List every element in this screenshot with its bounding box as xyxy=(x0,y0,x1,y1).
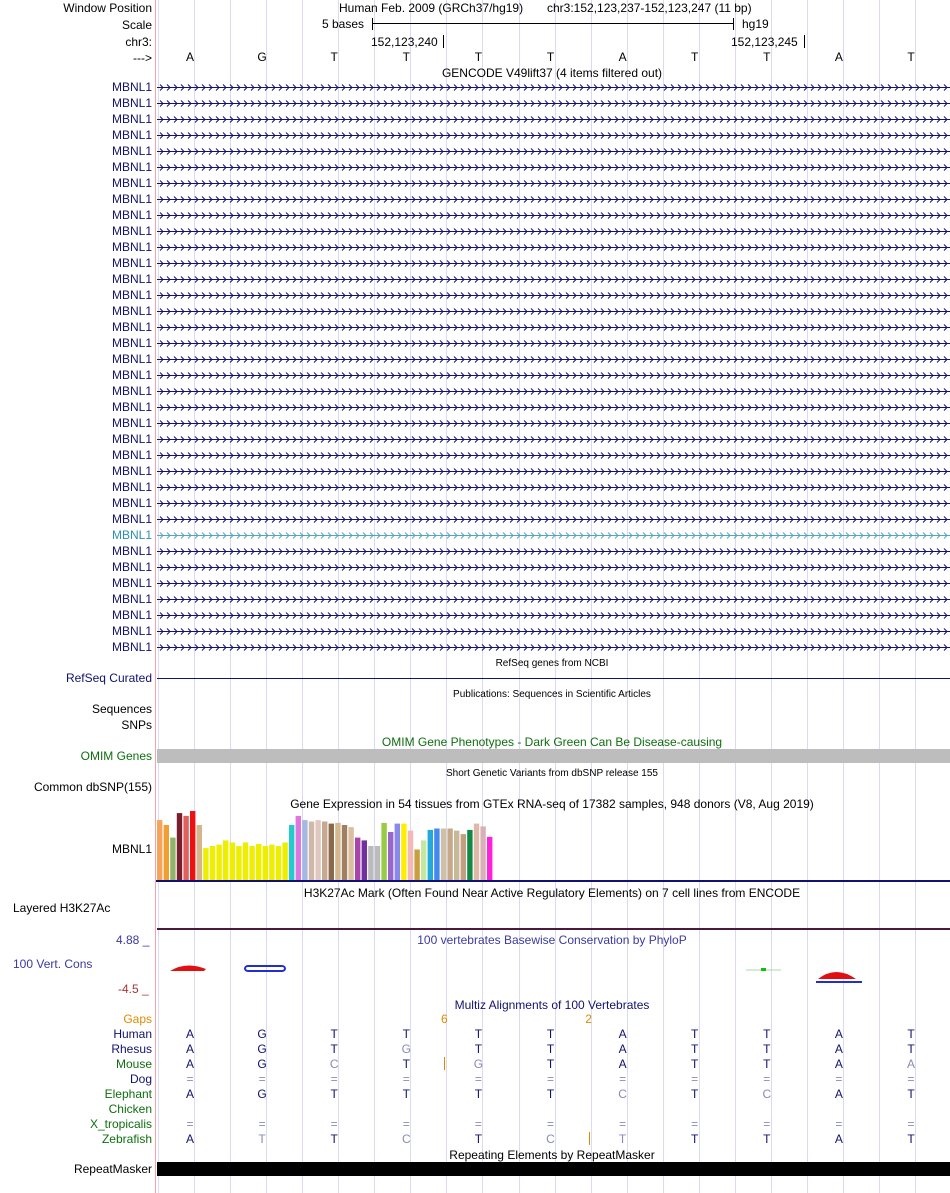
gtex-tissue-bar[interactable] xyxy=(434,829,439,882)
ruler-base: T xyxy=(402,50,410,64)
gencode-gene-label[interactable]: MBNL1 xyxy=(111,368,152,382)
gtex-tissue-bar[interactable] xyxy=(329,824,334,881)
multiz-base: T xyxy=(907,1132,915,1146)
gtex-tissue-bar[interactable] xyxy=(183,816,188,881)
gencode-transcript[interactable] xyxy=(157,643,950,652)
cons-peak-4 xyxy=(818,972,856,979)
gencode-transcript[interactable] xyxy=(157,595,950,604)
gencode-transcript[interactable] xyxy=(157,211,950,220)
db-label: hg19 xyxy=(742,17,769,31)
refseq-track-title[interactable]: RefSeq genes from NCBI xyxy=(495,658,609,669)
multiz-track-title[interactable]: Multiz Alignments of 100 Vertebrates xyxy=(454,998,650,1012)
multiz-base: G xyxy=(257,1087,267,1101)
multiz-species-label[interactable]: Zebrafish xyxy=(101,1132,152,1146)
h3k27-signal-baseline xyxy=(157,928,950,930)
multiz-base: = xyxy=(763,1117,771,1131)
multiz-base: A xyxy=(834,1132,843,1146)
gencode-transcript[interactable] xyxy=(157,99,950,108)
gencode-gene-label[interactable]: MBNL1 xyxy=(111,224,152,238)
ruler-base: T xyxy=(546,50,555,64)
gencode-gene-label[interactable]: MBNL1 xyxy=(111,400,152,414)
multiz-base: = xyxy=(402,1117,410,1131)
gencode-transcript[interactable] xyxy=(157,275,950,284)
multiz-species-label[interactable]: Elephant xyxy=(104,1087,152,1101)
multiz-base: A xyxy=(185,1087,195,1101)
multiz-species-label[interactable]: X_tropicalis xyxy=(89,1117,152,1131)
gtex-tissue-bar[interactable] xyxy=(401,824,406,881)
gtex-tissue-bar[interactable] xyxy=(296,816,301,881)
multiz-base: A xyxy=(834,1027,843,1041)
multiz-base: G xyxy=(473,1057,484,1071)
label-divider xyxy=(155,0,156,1193)
window-position-value[interactable]: chr3:152,123,237-152,123,247 (11 bp) xyxy=(547,1,752,15)
gencode-transcript[interactable] xyxy=(157,371,950,380)
multiz-base: T xyxy=(691,1042,699,1056)
multiz-species-label[interactable]: Dog xyxy=(129,1072,152,1086)
multiz-base: C xyxy=(618,1087,627,1101)
gtex-tissue-bar[interactable] xyxy=(302,820,307,881)
omim-label[interactable]: OMIM Genes xyxy=(80,749,152,763)
gtex-tissue-bar[interactable] xyxy=(441,829,446,882)
gencode-gene-label[interactable]: MBNL1 xyxy=(111,352,152,366)
gtex-tissue-bar[interactable] xyxy=(315,820,320,881)
h3k27-track-title[interactable]: H3K27Ac Mark (Often Found Near Active Regulatory Elements) on 7 cell lines from ENCODE xyxy=(303,886,801,900)
gencode-gene-label[interactable]: MBNL1 xyxy=(111,512,152,526)
chrom-label: chr3: xyxy=(125,35,152,49)
pubs-sequences-label[interactable]: Sequences xyxy=(91,702,152,716)
dbsnp-label[interactable]: Common dbSNP(155) xyxy=(33,780,152,794)
gencode-gene-label[interactable]: MBNL1 xyxy=(111,560,152,574)
multiz-base: A xyxy=(834,1087,843,1101)
gtex-tissue-bar[interactable] xyxy=(230,843,235,882)
multiz-base: T xyxy=(763,1027,771,1041)
cons-peak-1 xyxy=(170,965,206,971)
gencode-gene-label[interactable]: MBNL1 xyxy=(111,496,152,510)
multiz-base: T xyxy=(763,1042,771,1056)
assembly-name[interactable]: Human Feb. 2009 (GRCh37/hg19) xyxy=(339,1,524,15)
gencode-transcript[interactable] xyxy=(157,83,950,92)
gtex-tissue-bar[interactable] xyxy=(342,825,347,881)
gap-count: 6 xyxy=(441,1012,448,1026)
gencode-gene-label[interactable]: MBNL1 xyxy=(111,528,152,542)
multiz-base: G xyxy=(257,1042,267,1056)
multiz-base: T xyxy=(330,1042,338,1056)
multiz-base: A xyxy=(618,1042,627,1056)
gtex-tissue-bar[interactable] xyxy=(368,846,373,881)
gtex-tissue-bar[interactable] xyxy=(421,840,426,881)
gtex-tissue-bar[interactable] xyxy=(474,824,479,881)
multiz-base: = xyxy=(474,1072,482,1086)
gencode-transcript[interactable] xyxy=(157,163,950,172)
multiz-gaps-label: Gaps xyxy=(123,1012,152,1026)
ruler-base: T xyxy=(330,50,338,64)
multiz-base: G xyxy=(257,1027,267,1041)
gencode-transcript[interactable] xyxy=(157,227,950,236)
gencode-gene-label[interactable]: MBNL1 xyxy=(111,96,152,110)
cons-ymax: 4.88 _ xyxy=(116,933,150,947)
multiz-base: = xyxy=(907,1117,915,1131)
scale-label: Scale xyxy=(121,18,152,32)
gtex-tissue-bar[interactable] xyxy=(454,831,459,881)
gencode-transcript[interactable] xyxy=(157,115,950,124)
gtex-tissue-bar[interactable] xyxy=(216,845,221,881)
ruler-base: G xyxy=(257,50,267,64)
gencode-gene-label[interactable]: MBNL1 xyxy=(111,544,152,558)
coord-label-2: 152,123,245 xyxy=(731,35,798,49)
multiz-base: G xyxy=(257,1057,267,1071)
multiz-base: C xyxy=(401,1132,411,1146)
gtex-tissue-bar[interactable] xyxy=(236,846,241,881)
gencode-transcript[interactable] xyxy=(157,307,950,316)
multiz-base: = xyxy=(402,1072,410,1086)
multiz-species-label[interactable]: Rhesus xyxy=(111,1042,152,1056)
gencode-transcript[interactable] xyxy=(157,355,950,364)
gencode-transcript[interactable] xyxy=(157,403,950,412)
ruler-base: A xyxy=(618,50,627,64)
refseq-gene-line[interactable] xyxy=(157,678,950,679)
multiz-base: T xyxy=(474,1087,483,1101)
ruler-base: A xyxy=(185,50,195,64)
gencode-gene-label[interactable]: MBNL1 xyxy=(111,448,152,462)
gencode-gene-label[interactable]: MBNL1 xyxy=(111,208,152,222)
gencode-transcript[interactable] xyxy=(157,259,950,268)
cons-track-title[interactable]: 100 vertebrates Basewise Conservation by PhyloP xyxy=(417,933,687,947)
gtex-tissue-bar[interactable] xyxy=(243,843,248,882)
ruler-base: A xyxy=(834,50,843,64)
multiz-base: = xyxy=(546,1072,555,1086)
gtex-tissue-bar[interactable] xyxy=(348,827,353,881)
multiz-base: T xyxy=(258,1132,266,1146)
gtex-tissue-bar[interactable] xyxy=(467,830,472,881)
gtex-tissue-bar[interactable] xyxy=(428,830,433,881)
gencode-gene-label[interactable]: MBNL1 xyxy=(111,384,152,398)
gencode-gene-label[interactable]: MBNL1 xyxy=(111,480,152,494)
multiz-base: T xyxy=(330,1132,338,1146)
gencode-gene-label[interactable]: MBNL1 xyxy=(111,240,152,254)
gtex-tissue-bar[interactable] xyxy=(322,822,327,882)
multiz-base: T xyxy=(474,1027,483,1041)
multiz-base: = xyxy=(763,1072,771,1086)
multiz-base: = xyxy=(691,1072,699,1086)
multiz-species-label[interactable]: Human xyxy=(113,1027,152,1041)
dbsnp-track-title[interactable]: Short Genetic Variants from dbSNP release 155 xyxy=(446,768,658,779)
multiz-base: A xyxy=(185,1057,195,1071)
multiz-base: T xyxy=(763,1057,771,1071)
gencode-gene-label[interactable]: MBNL1 xyxy=(111,608,152,622)
gtex-tissue-bar[interactable] xyxy=(335,823,340,881)
refseq-label[interactable]: RefSeq Curated xyxy=(65,671,152,685)
cons-ymin: -4.5 _ xyxy=(118,982,149,996)
cons-peak-3 xyxy=(761,968,766,971)
gencode-gene-label[interactable]: MBNL1 xyxy=(111,576,152,590)
multiz-base: C xyxy=(546,1132,555,1146)
multiz-base: = xyxy=(474,1117,482,1131)
multiz-base: = xyxy=(330,1117,338,1131)
scale-text: 5 bases xyxy=(322,17,365,31)
gtex-tissue-bar[interactable] xyxy=(164,825,169,881)
omim-phenotype-bar[interactable] xyxy=(157,749,950,763)
gtex-tissue-bar[interactable] xyxy=(263,846,268,881)
multiz-base: A xyxy=(906,1057,916,1071)
ruler-base: T xyxy=(474,50,483,64)
gtex-tissue-bar[interactable] xyxy=(375,846,380,881)
gtex-tissue-bar[interactable] xyxy=(269,845,274,881)
h3k27-label[interactable]: Layered H3K27Ac xyxy=(13,901,111,915)
gencode-transcript[interactable] xyxy=(157,547,950,556)
multiz-base: = xyxy=(546,1117,555,1131)
multiz-base: = xyxy=(835,1117,843,1131)
multiz-base: T xyxy=(907,1087,915,1101)
gencode-gene-label[interactable]: MBNL1 xyxy=(111,336,152,350)
gencode-transcript[interactable] xyxy=(157,339,950,348)
gencode-gene-label[interactable]: MBNL1 xyxy=(111,192,152,206)
ruler-base: T xyxy=(763,50,771,64)
gtex-gene-label[interactable]: MBNL1 xyxy=(111,842,152,856)
cons-peak-2 xyxy=(245,966,285,971)
multiz-species-label[interactable]: Chicken xyxy=(108,1102,152,1116)
gencode-transcript[interactable] xyxy=(157,195,950,204)
gtex-track-title[interactable]: Gene Expression in 54 tissues from GTEx RNA-seq of 17382 samples, 948 donors (V8, Aug 2019) xyxy=(290,797,814,811)
scale-bar-left-tick xyxy=(372,18,373,30)
ruler-base: T xyxy=(691,50,699,64)
gtex-tissue-bar[interactable] xyxy=(408,831,413,881)
gencode-gene-label[interactable]: MBNL1 xyxy=(111,416,152,430)
multiz-base: T xyxy=(546,1087,555,1101)
multiz-base: = xyxy=(258,1072,266,1086)
gencode-transcript[interactable] xyxy=(157,611,950,620)
multiz-base: T xyxy=(691,1057,699,1071)
multiz-base: T xyxy=(907,1042,915,1056)
gencode-transcript[interactable] xyxy=(157,147,950,156)
insertion-tick xyxy=(589,1132,590,1145)
multiz-base: T xyxy=(330,1087,338,1101)
coord-label-1: 152,123,240 xyxy=(371,35,438,49)
gencode-transcript[interactable] xyxy=(157,627,950,636)
multiz-base: = xyxy=(907,1072,915,1086)
multiz-base: C xyxy=(762,1087,772,1101)
multiz-base: T xyxy=(402,1057,410,1071)
multiz-species-label[interactable]: Mouse xyxy=(115,1057,152,1071)
ruler-base: T xyxy=(907,50,915,64)
coord-tick-1 xyxy=(443,35,444,48)
gtex-tissue-bar[interactable] xyxy=(461,834,466,881)
multiz-base: T xyxy=(691,1132,699,1146)
gtex-tissue-bar[interactable] xyxy=(256,844,261,881)
multiz-base: T xyxy=(618,1132,627,1146)
gencode-gene-label[interactable]: MBNL1 xyxy=(111,640,152,654)
cons-wiggle[interactable] xyxy=(156,955,950,990)
gtex-tissue-bar[interactable] xyxy=(388,832,393,881)
gencode-gene-label[interactable]: MBNL1 xyxy=(111,624,152,638)
multiz-base: A xyxy=(185,1027,195,1041)
pubs-snps-label[interactable]: SNPs xyxy=(121,718,152,732)
gencode-transcript[interactable] xyxy=(157,483,950,492)
multiz-base: T xyxy=(402,1087,410,1101)
gencode-gene-label[interactable]: MBNL1 xyxy=(111,464,152,478)
multiz-base: T xyxy=(691,1027,699,1041)
gencode-gene-label[interactable]: MBNL1 xyxy=(111,432,152,446)
gtex-tissue-bar[interactable] xyxy=(487,837,492,881)
multiz-base: A xyxy=(834,1042,843,1056)
strand-label: ---> xyxy=(133,51,152,65)
multiz-base: = xyxy=(691,1117,699,1131)
gencode-transcript[interactable] xyxy=(157,579,950,588)
pubs-track-title[interactable]: Publications: Sequences in Scientific Articles xyxy=(453,689,651,700)
coord-tick-2 xyxy=(804,35,805,48)
gtex-tissue-bar[interactable] xyxy=(414,850,419,882)
gencode-gene-label[interactable]: MBNL1 xyxy=(111,112,152,126)
multiz-base: = xyxy=(186,1072,194,1086)
multiz-base: T xyxy=(691,1087,699,1101)
multiz-base: T xyxy=(546,1057,555,1071)
gtex-tissue-bar[interactable] xyxy=(282,843,287,882)
scale-bar-right-tick xyxy=(733,18,734,30)
gtex-tissue-bar[interactable] xyxy=(355,838,360,881)
gencode-transcript[interactable] xyxy=(157,323,950,332)
gencode-gene-label[interactable]: MBNL1 xyxy=(111,304,152,318)
multiz-base: G xyxy=(401,1042,411,1056)
multiz-base: T xyxy=(546,1027,555,1041)
gtex-tissue-bar[interactable] xyxy=(480,826,485,881)
multiz-base: = xyxy=(619,1072,627,1086)
multiz-base: T xyxy=(907,1027,915,1041)
gtex-tissue-bar[interactable] xyxy=(223,840,228,881)
gtex-tissue-bar[interactable] xyxy=(157,820,162,881)
gencode-transcript[interactable] xyxy=(157,467,950,476)
gtex-tissue-bar[interactable] xyxy=(276,846,281,881)
window-position-label: Window Position xyxy=(63,1,152,15)
gtex-tissue-bar[interactable] xyxy=(210,846,215,881)
gtex-tissue-bar[interactable] xyxy=(309,822,314,882)
repeatmasker-element-bar[interactable] xyxy=(157,1162,950,1176)
multiz-base: = xyxy=(619,1117,627,1131)
multiz-base: T xyxy=(330,1027,338,1041)
gtex-tissue-bar[interactable] xyxy=(447,829,452,882)
repeatmasker-track-title[interactable]: Repeating Elements by RepeatMasker xyxy=(449,1148,655,1162)
gtex-tissue-bar[interactable] xyxy=(289,825,294,881)
gtex-tissue-bar[interactable] xyxy=(170,838,175,881)
gencode-gene-label[interactable]: MBNL1 xyxy=(111,288,152,302)
multiz-base: T xyxy=(474,1132,483,1146)
multiz-base: = xyxy=(835,1072,843,1086)
multiz-base: = xyxy=(330,1072,338,1086)
multiz-base: T xyxy=(546,1042,555,1056)
multiz-base: A xyxy=(618,1057,627,1071)
gencode-gene-label[interactable]: MBNL1 xyxy=(111,320,152,334)
gencode-gene-label[interactable]: MBNL1 xyxy=(111,80,152,94)
repeatmasker-label[interactable]: RepeatMasker xyxy=(73,1162,152,1176)
multiz-base: = xyxy=(258,1117,266,1131)
multiz-base: A xyxy=(185,1042,195,1056)
gencode-gene-label[interactable]: MBNL1 xyxy=(111,272,152,286)
gencode-gene-label[interactable]: MBNL1 xyxy=(111,144,152,158)
gencode-transcript[interactable] xyxy=(157,531,950,540)
gencode-gene-label[interactable]: MBNL1 xyxy=(111,176,152,190)
cons-label[interactable]: 100 Vert. Cons xyxy=(13,957,93,971)
gtex-expression-chart[interactable] xyxy=(156,810,950,882)
multiz-base: = xyxy=(186,1117,194,1131)
gtex-tissue-bar[interactable] xyxy=(203,848,208,881)
multiz-base: T xyxy=(402,1027,410,1041)
multiz-base: A xyxy=(618,1027,627,1041)
gtex-tissue-bar[interactable] xyxy=(381,823,386,881)
gencode-transcript[interactable] xyxy=(157,131,950,140)
gtex-tissue-bar[interactable] xyxy=(249,846,254,881)
gencode-transcript[interactable] xyxy=(157,179,950,188)
multiz-base: A xyxy=(185,1132,195,1146)
multiz-base: T xyxy=(474,1042,483,1056)
omim-track-title[interactable]: OMIM Gene Phenotypes - Dark Green Can Be Disease-causing xyxy=(381,735,723,749)
gtex-tissue-bar[interactable] xyxy=(362,840,367,881)
gtex-tissue-bar[interactable] xyxy=(190,811,195,881)
gencode-transcript[interactable] xyxy=(157,291,950,300)
gencode-transcript[interactable] xyxy=(157,515,950,524)
multiz-base: T xyxy=(763,1132,771,1146)
gencode-gene-label[interactable]: MBNL1 xyxy=(111,128,152,142)
gencode-transcript[interactable] xyxy=(157,499,950,508)
gencode-transcript[interactable] xyxy=(157,451,950,460)
gencode-gene-label[interactable]: MBNL1 xyxy=(111,592,152,606)
gtex-tissue-bar[interactable] xyxy=(197,825,202,881)
gencode-transcript[interactable] xyxy=(157,387,950,396)
gencode-transcript[interactable] xyxy=(157,243,950,252)
insertion-tick xyxy=(444,1057,445,1070)
gap-count: 2 xyxy=(585,1012,592,1026)
multiz-base: C xyxy=(329,1057,339,1071)
gencode-gene-label[interactable]: MBNL1 xyxy=(111,256,152,270)
scale-bar xyxy=(372,23,733,24)
gtex-tissue-bar[interactable] xyxy=(395,824,400,881)
gencode-transcript[interactable] xyxy=(157,563,950,572)
gtex-tissue-bar[interactable] xyxy=(177,813,182,881)
multiz-base: A xyxy=(834,1057,843,1071)
gencode-transcript[interactable] xyxy=(157,435,950,444)
gencode-track-title[interactable]: GENCODE V49lift37 (4 items filtered out) xyxy=(441,66,663,80)
gencode-gene-label[interactable]: MBNL1 xyxy=(111,160,152,174)
gencode-transcript[interactable] xyxy=(157,419,950,428)
